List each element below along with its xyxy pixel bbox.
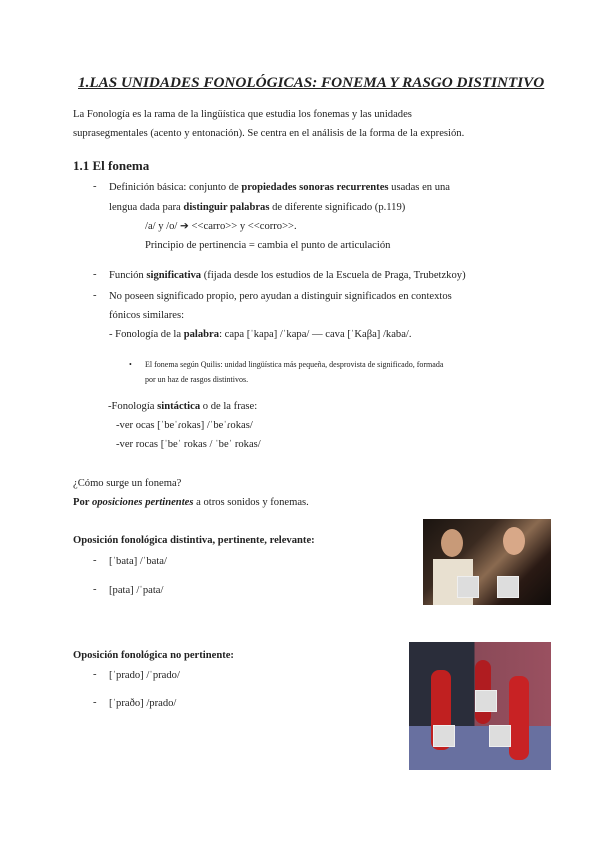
example-ver-ocas: -ver ocas [ˈbeˈɾokas] /ˈbeˈɾokas/: [116, 420, 253, 431]
noposeen-line-2: fónicos similares:: [109, 310, 185, 321]
principle-text: Principio de pertinencia = cambia el punto de articulación: [145, 240, 391, 251]
list-dash: -: [93, 269, 97, 280]
definition-example: /a/ y /o/ ➔ <<carro>> y <<corro>>.: [145, 221, 297, 232]
noposeen-line-1: No poseen significado propio, pero ayudan a distinguir significados en contextos: [109, 291, 452, 302]
placeholder-box: [433, 725, 455, 747]
list-dash: -: [93, 290, 97, 301]
intro-line-2: suprasegmentales (acento y entonación). Se centra en el análisis de la forma de la expresión.: [73, 128, 465, 139]
quilis-line-1: El fonema según Quilis: unidad lingüística más pequeña, desprovista de significado, formada: [145, 360, 444, 369]
list-dash: -: [93, 584, 97, 595]
placeholder-box: [475, 690, 497, 712]
definition-line-2: lengua dada para distinguir palabras de diferente significado (p.119): [109, 202, 406, 213]
question-text: ¿Cómo surge un fonema?: [73, 478, 182, 489]
spiderman-pointing-image: [409, 642, 551, 770]
syntactic-phonology: -Fonología sintáctica o de la frase:: [108, 401, 258, 412]
list-dash: -: [93, 697, 97, 708]
placeholder-box: [457, 576, 479, 598]
opposition-item: [pata] /ˈpata/: [109, 585, 164, 596]
list-dash: -: [93, 669, 97, 680]
opposition-relevant-title: Oposición fonológica distintiva, pertinente, relevante:: [73, 535, 315, 546]
page-title: 1.LAS UNIDADES FONOLÓGICAS: FONEMA Y RASGO DISTINTIVO: [78, 74, 545, 91]
list-dash: -: [93, 181, 97, 192]
definition-line-1: Definición básica: conjunto de propiedades sonoras recurrentes usadas en una: [109, 182, 451, 193]
opposition-nonrelevant-title: Oposición fonológica no pertinente:: [73, 650, 234, 661]
opposition-item: [ˈbata] /ˈbata/: [109, 556, 167, 567]
placeholder-box: [489, 725, 511, 747]
word-phonology: - Fonología de la palabra: capa [ˈkapa] /ˈkapa/ — cava [ˈKaβa] /kaba/.: [109, 329, 412, 340]
quilis-line-2: por un haz de rasgos distintivos.: [145, 375, 249, 384]
function-line: Función significativa (fijada desde los estudios de la Escuela de Praga, Trubetzkoy): [109, 270, 466, 281]
opposition-item: [ˈpraðo] /prado/: [109, 698, 177, 709]
titanic-image: [423, 519, 551, 605]
opposition-item: [ˈprado] /ˈprado/: [109, 670, 180, 681]
answer-text: Por oposiciones pertinentes a otros sonidos y fonemas.: [73, 497, 309, 508]
example-ver-rocas: -ver rocas [ˈbeˈ rokas / ˈbeˈ rokas/: [116, 439, 261, 450]
section-heading: 1.1 El fonema: [73, 158, 150, 173]
bullet-icon: •: [129, 360, 132, 369]
list-dash: -: [93, 555, 97, 566]
intro-line-1: La Fonología es la rama de la lingüística que estudia los fonemas y las unidades: [73, 109, 412, 120]
placeholder-box: [497, 576, 519, 598]
